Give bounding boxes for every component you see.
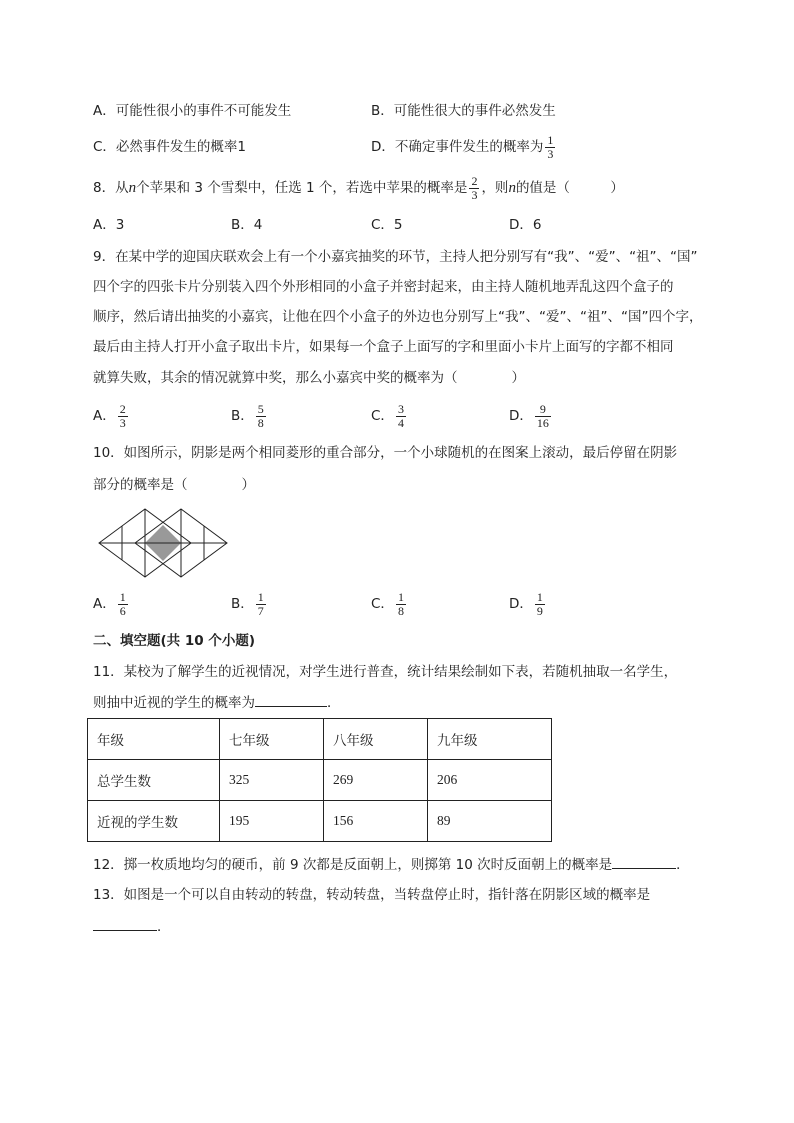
q11-answer-blank[interactable] bbox=[255, 692, 327, 707]
table-header-cell: 年级 bbox=[88, 719, 220, 760]
option-fraction bbox=[535, 403, 551, 430]
table-cell: 195 bbox=[220, 801, 324, 842]
table-cell: 325 bbox=[220, 760, 324, 801]
option-label: B． bbox=[231, 596, 254, 612]
q12-period: ． bbox=[676, 857, 690, 873]
q8-text: 个苹果和 3 个雪梨中，任选 1 个，若选中苹果的概率是 bbox=[136, 180, 468, 196]
q8-variable-n-2: n bbox=[508, 180, 516, 196]
q7-option-c: C．必然事件发生的概率1 bbox=[93, 139, 247, 155]
option-label: D． bbox=[509, 408, 533, 424]
myopia-statistics-table bbox=[87, 718, 552, 842]
q10-option-d bbox=[509, 588, 547, 620]
q10-line-2: 部分的概率是（ ） bbox=[93, 477, 255, 493]
fraction-numerator: 1 bbox=[119, 589, 126, 604]
q9-option-b bbox=[231, 400, 268, 432]
q10-option-b bbox=[231, 588, 268, 620]
q8-text-2: ，则 bbox=[481, 180, 509, 196]
fraction-numerator: 1 bbox=[257, 589, 264, 604]
q8-option-a: A．3 bbox=[93, 217, 125, 233]
fraction-denominator: 8 bbox=[257, 415, 264, 430]
rhombus-lines bbox=[99, 509, 227, 577]
q10-line-1: 10．如图所示，阴影是两个相同菱形的重合部分，一个小球随机的在图案上滚动，最后停留在阴影 bbox=[93, 445, 678, 461]
overlapping-rhombus-figure bbox=[95, 508, 231, 578]
option-fraction bbox=[118, 591, 128, 618]
q13-line-1: 13．如图是一个可以自由转动的转盘，转动转盘，当转盘停止时，指针落在阴影区域的概率是 bbox=[93, 887, 651, 903]
fraction-numerator: 5 bbox=[257, 401, 264, 416]
q8-suffix: 的值是（ ） bbox=[515, 180, 624, 196]
fraction-numerator: 9 bbox=[539, 401, 546, 416]
q13-line-2 bbox=[93, 916, 171, 937]
q9-option-c bbox=[371, 400, 408, 432]
q9-line-5: 就算失败，其余的情况就算中奖，那么小嘉宾中奖的概率为（ ） bbox=[93, 370, 525, 386]
fraction-denominator: 9 bbox=[536, 603, 543, 618]
table-cell: 156 bbox=[324, 801, 428, 842]
q9-option-a bbox=[93, 400, 130, 432]
q7-option-d bbox=[371, 131, 557, 163]
q9-line-3: 顺序，然后请出抽奖的小嘉宾，让他在四个小盒子的外边也分别写上“我”、“爱”、“祖”、“国”四个字， bbox=[93, 309, 703, 325]
fraction-numerator: 1 bbox=[547, 132, 554, 147]
option-label: C． bbox=[371, 408, 394, 424]
table-row bbox=[88, 719, 552, 760]
q8-option-c: C．5 bbox=[371, 217, 403, 233]
option-label: D． bbox=[509, 596, 533, 612]
q11-line-1: 11．某校为了解学生的近视情况，对学生进行普查，统计结果绘制如下表，若随机抽取一名学生， bbox=[93, 664, 678, 680]
fraction-numerator: 1 bbox=[397, 589, 404, 604]
q11-period: ． bbox=[327, 695, 341, 711]
q12-answer-blank[interactable] bbox=[612, 854, 676, 869]
q7-option-b: B．可能性很大的事件必然发生 bbox=[371, 103, 556, 119]
q9-line-4: 最后由主持人打开小盒子取出卡片，如果每一个盒子上面写的字和里面小卡片上面写的字都不相同 bbox=[93, 339, 674, 355]
option-label: A． bbox=[93, 408, 116, 424]
q11-line-2 bbox=[93, 692, 341, 713]
q13-answer-blank[interactable] bbox=[93, 916, 157, 931]
q12-stem bbox=[93, 854, 690, 875]
table-cell: 269 bbox=[324, 760, 428, 801]
q8-variable-n: n bbox=[128, 180, 137, 196]
table-row bbox=[88, 760, 552, 801]
table-cell: 近视的学生数 bbox=[88, 801, 220, 842]
table-row bbox=[88, 801, 552, 842]
q8-stem bbox=[93, 172, 624, 204]
option-fraction bbox=[256, 403, 266, 430]
fraction-denominator: 6 bbox=[119, 603, 126, 618]
table-cell: 206 bbox=[428, 760, 552, 801]
option-label: C． bbox=[371, 596, 394, 612]
q8-option-d: D．6 bbox=[509, 217, 542, 233]
table-header-cell: 七年级 bbox=[220, 719, 324, 760]
table-header-cell: 九年级 bbox=[428, 719, 552, 760]
fraction-denominator: 16 bbox=[536, 415, 549, 430]
fraction-numerator: 3 bbox=[397, 401, 404, 416]
q13-period: ． bbox=[157, 919, 171, 935]
table-cell: 总学生数 bbox=[88, 760, 220, 801]
fraction-numerator: 2 bbox=[119, 401, 126, 416]
q8-prefix: 8．从 bbox=[93, 180, 129, 196]
q7-option-d-text: D．不确定事件发生的概率为 bbox=[371, 139, 544, 155]
fraction-denominator: 3 bbox=[471, 187, 478, 202]
table-cell: 89 bbox=[428, 801, 552, 842]
fraction-denominator: 8 bbox=[397, 603, 404, 618]
option-fraction bbox=[396, 403, 406, 430]
fraction-numerator: 2 bbox=[471, 173, 478, 188]
fraction-numerator: 1 bbox=[536, 589, 543, 604]
table-header-cell: 八年级 bbox=[324, 719, 428, 760]
q11-text: 则抽中近视的学生的概率为 bbox=[93, 695, 255, 711]
q12-text: 12．掷一枚质地均匀的硬币，前 9 次都是反面朝上，则掷第 10 次时反面朝上的概率是 bbox=[93, 857, 613, 873]
option-fraction bbox=[256, 591, 266, 618]
q9-option-d bbox=[509, 400, 553, 432]
fraction-denominator: 3 bbox=[119, 415, 126, 430]
fraction-denominator: 3 bbox=[547, 146, 554, 161]
section-heading-fill-in: 二、填空题(共 10 个小题) bbox=[93, 633, 256, 649]
q7-option-d-fraction bbox=[545, 134, 555, 161]
q10-option-a bbox=[93, 588, 130, 620]
q7-option-a: A．可能性很小的事件不可能发生 bbox=[93, 103, 292, 119]
q8-option-b: B．4 bbox=[231, 217, 263, 233]
option-fraction bbox=[118, 403, 128, 430]
option-fraction bbox=[396, 591, 406, 618]
fraction-denominator: 7 bbox=[257, 603, 264, 618]
q9-line-2: 四个字的四张卡片分别装入四个外形相同的小盒子并密封起来，由主持人随机地弄乱这四个盒子的 bbox=[93, 279, 674, 295]
fraction-denominator: 4 bbox=[397, 415, 404, 430]
q10-option-c bbox=[371, 588, 408, 620]
q8-fraction bbox=[469, 175, 479, 202]
option-fraction bbox=[535, 591, 545, 618]
option-label: B． bbox=[231, 408, 254, 424]
q9-line-1: 9．在某中学的迎国庆联欢会上有一个小嘉宾抽奖的环节，主持人把分别写有“我”、“爱”、“祖”、“国” bbox=[93, 249, 698, 265]
option-label: A． bbox=[93, 596, 116, 612]
